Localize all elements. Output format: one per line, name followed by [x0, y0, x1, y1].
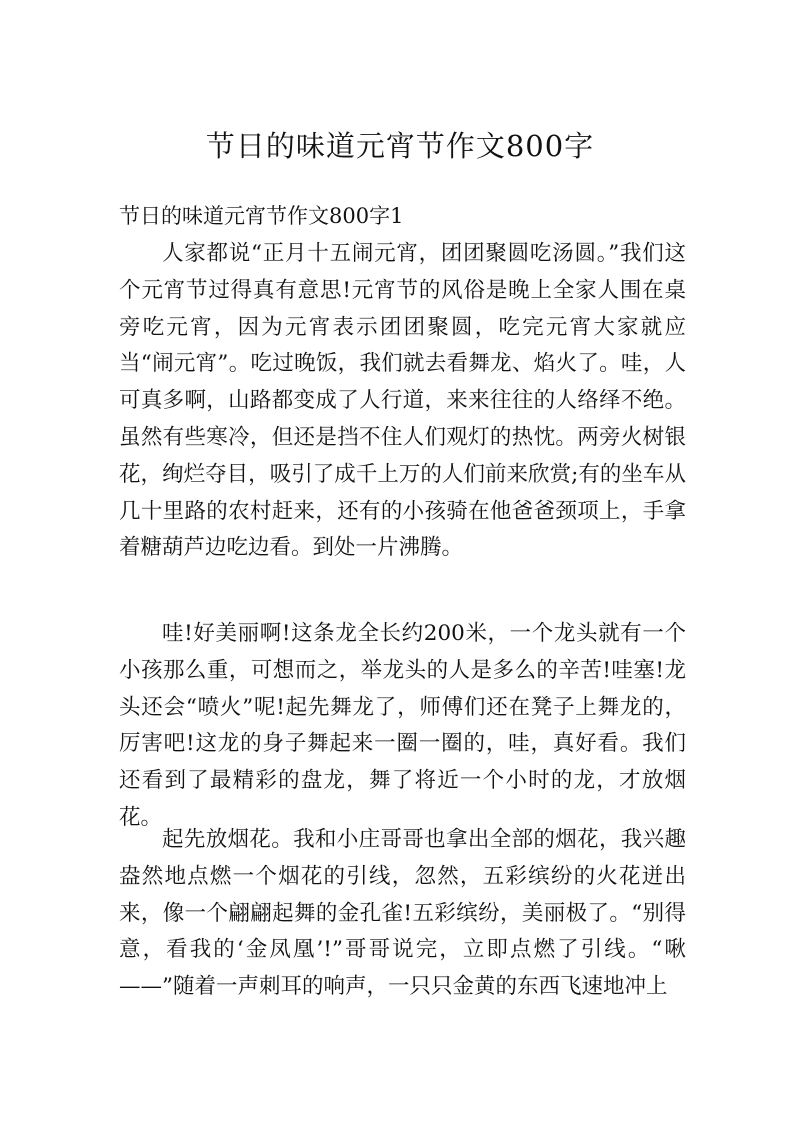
paragraph-1: 人家都说“正月十五闹元宵，团团聚圆吃汤圆。”我们这个元宵节过得真有意思!元宵节的风俗是晚上全家人围在桌旁吃元宵，因为元宵表示团团聚圆，吃完元宵大家就应当“闹元宵”。吃过晚饭，我们就去看舞龙、焰火了。哇，人可真多啊，山路都变成了人行道，来来往往的人络绎不绝。虽然有些寒冷，但还是挡不住人们观灯的热忱。两旁火树银花，绚烂夺目，吸引了成千上万的人们前来欣赏;有的坐车从几十里路的农村赶来，还有的小孩骑在他爸爸颈项上，手拿着糖葫芦边吃边看。到处一片沸腾。	[119, 241, 686, 561]
paragraph-2: 哇!好美丽啊!这条龙全长约200米，一个龙头就有一个小孩那么重，可想而之，举龙头的人是多么的辛苦!哇塞!龙头还会“喷火”呢!起先舞龙了，师傅们还在凳子上舞龙的，厉害吧!这龙的身子舞起来一圈一圈的，哇，真好看。我们还看到了最精彩的盘龙，舞了将近一个小时的龙，才放烟花。	[119, 621, 686, 830]
paragraph-3: 起先放烟花。我和小庄哥哥也拿出全部的烟花，我兴趣盎然地点燃一个烟花的引线，忽然，五彩缤纷的火花迸出来，像一个翩翩起舞的金孔雀!五彩缤纷，美丽极了。“别得意，看我的‘金凤凰’!”哥哥说完，立即点燃了引线。“啾——”随着一声刺耳的响声，一只只金黄的东西飞速地冲上	[119, 827, 686, 1000]
section-heading: 节日的味道元宵节作文800字1	[119, 204, 404, 228]
page-title: 节日的味道元宵节作文800字	[205, 129, 595, 163]
